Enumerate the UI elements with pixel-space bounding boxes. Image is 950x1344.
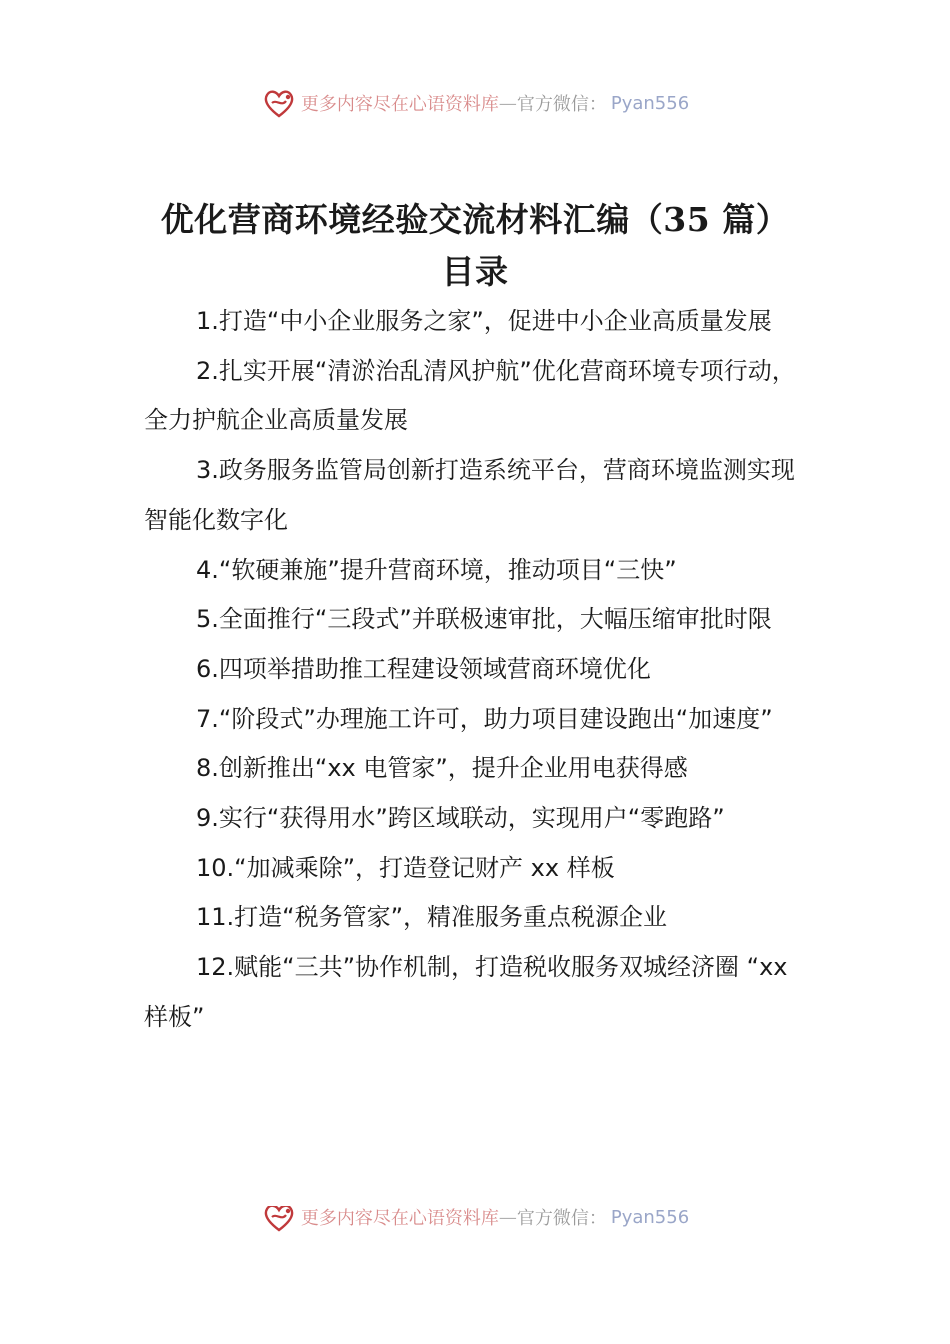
watermark-wechat-id: Pyan556 xyxy=(610,1206,690,1228)
toc-item: 4.“软硬兼施”提升营商环境，推动项目“三快” xyxy=(196,555,677,584)
toc-item: 1.打造“中小企业服务之家”，促进中小企业高质量发展 xyxy=(196,307,772,335)
toc-item: 6.四项举措助推工程建设领域营商环境优化 xyxy=(196,654,651,683)
watermark-wechat-label: 官方微信： xyxy=(516,1208,607,1229)
table-of-contents xyxy=(144,297,810,1043)
watermark-separator: — xyxy=(498,92,517,114)
toc-item: 12.赋能“三共”协作机制，打造税收服务双城经济圈 “xx 样板” xyxy=(144,953,788,1031)
document-title: 优化营商环境经验交流材料汇编（35 篇） xyxy=(160,200,790,239)
watermark-wechat-id: Pyan556 xyxy=(610,92,690,114)
document-subtitle: 目录 xyxy=(441,252,509,291)
toc-item: 7.“阶段式”办理施工许可，助力项目建设跑出“加速度” xyxy=(196,704,773,733)
watermark-separator: — xyxy=(498,1206,517,1228)
watermark-wechat-label: 官方微信： xyxy=(516,94,607,115)
watermark-header xyxy=(0,86,950,120)
toc-item: 11.打造“税务管家”，精准服务重点税源企业 xyxy=(196,903,668,932)
watermark-text: 更多内容尽在心语资料库 xyxy=(300,1208,499,1229)
watermark-text: 更多内容尽在心语资料库 xyxy=(300,94,499,115)
toc-item: 8.创新推出“xx 电管家”，提升企业用电获得感 xyxy=(196,754,688,783)
toc-item: 3.政务服务监管局创新打造系统平台，营商环境监测实现智能化数字化 xyxy=(144,456,795,534)
toc-item: 5.全面推行“三段式”并联极速审批，大幅压缩审批时限 xyxy=(196,605,772,634)
heart-swirl-logo-icon xyxy=(261,86,297,120)
toc-item: 9.实行“获得用水”跨区域联动，实现用户“零跑路” xyxy=(196,804,725,833)
toc-item: 10.“加减乘除”，打造登记财产 xx 样板 xyxy=(196,853,615,882)
toc-item: 2.扎实开展“清淤治乱清风护航”优化营商环境专项行动，全力护航企业高质量发展 xyxy=(144,356,796,435)
watermark-footer xyxy=(0,1206,950,1236)
heart-swirl-logo-icon xyxy=(261,1206,297,1234)
